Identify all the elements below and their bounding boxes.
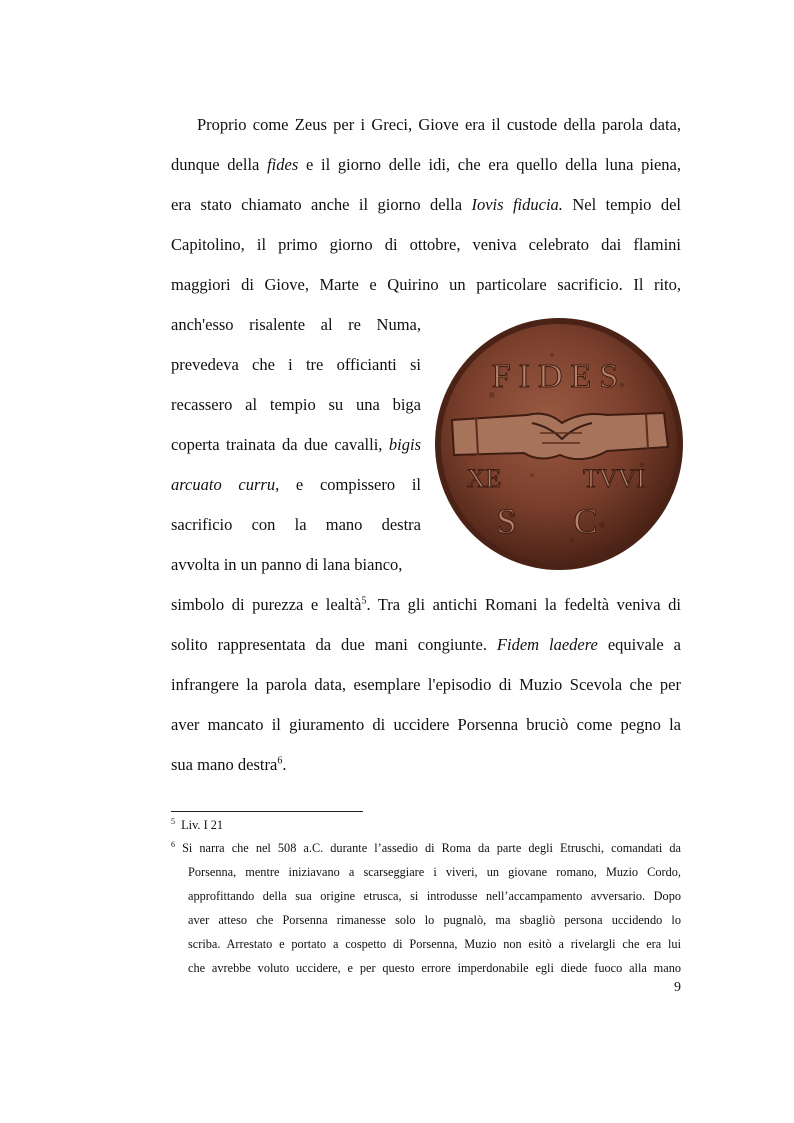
- footnote-text: aver atteso che Porsenna rimanesse solo lo pugnalò, ma sbagliò persona uccidendo lo: [188, 913, 681, 927]
- italic-term-fidem-laedere: Fidem laedere: [496, 635, 598, 654]
- footnote-separator: [171, 811, 363, 812]
- coin-legend-top: FIDES: [491, 358, 627, 395]
- paragraph-line-5: [171, 275, 681, 295]
- text-run: era stato chiamato anche il giorno della: [171, 195, 472, 214]
- footnote-number: 5: [171, 816, 175, 826]
- paragraph-line-1: [197, 115, 681, 135]
- footnote-6-line-2: [188, 864, 681, 880]
- paragraph-line-8: [171, 395, 421, 415]
- text-run: coperta trainata da due cavalli,: [171, 435, 389, 454]
- footnote-number: 6: [171, 839, 175, 849]
- text-run: maggiori di Giove, Marte e Quirino un particolare sacrificio. Il rito,: [171, 275, 681, 294]
- footnote-ref-5[interactable]: 5: [361, 595, 367, 607]
- paragraph-line-7: [171, 355, 421, 375]
- text-run: avvolta in un panno di lana bianco,: [171, 555, 403, 574]
- italic-term-iovis-fiducia: Iovis fiducia.: [471, 195, 563, 214]
- roman-coin-image: [432, 315, 686, 573]
- text-run: sua mano destra: [171, 755, 278, 774]
- text-run: . Tra gli antichi Romani la fedeltà veniva di: [366, 595, 681, 614]
- footnote-6-line-5: [188, 936, 681, 952]
- text-run: e il giorno delle idi, che era quello della luna piena,: [298, 155, 682, 174]
- italic-term-fides: fides: [267, 155, 299, 174]
- paragraph-line-4: [171, 235, 681, 255]
- text-run: simbolo di purezza e lealtà: [171, 595, 362, 614]
- paragraph-line-13: [171, 595, 681, 615]
- italic-term-bigis: bigis: [388, 435, 421, 454]
- footnote-ref-6[interactable]: 6: [277, 755, 283, 767]
- footnote-6-line-1: [171, 840, 681, 856]
- text-run: .: [282, 755, 287, 774]
- paragraph-line-10: [171, 475, 421, 495]
- page-number: 9: [674, 980, 681, 995]
- footnote-text: approfittando della sua origine etrusca, si introdusse nell’accampamento avversario. Dopo: [188, 889, 681, 903]
- footnote-text: scriba. Arrestato e portato a cospetto di Porsenna, Muzio non esitò a rivelargli che era lui: [188, 937, 681, 951]
- coin-legend-left: XE: [466, 464, 502, 493]
- paragraph-line-14: [171, 635, 681, 655]
- text-run: Proprio come Zeus per i Greci, Giove era il custode della parola data,: [197, 115, 681, 134]
- text-run: dunque della: [171, 155, 268, 174]
- text-run: sacrificio con la mano destra: [171, 515, 421, 534]
- footnote-text: che avrebbe voluto uccidere, e per questo errore imperdonabile egli diede fuoco alla mano: [188, 961, 681, 975]
- text-run: , e compissero il: [275, 475, 421, 494]
- footnote-text: Si narra che nel 508 a.C. durante l’assedio di Roma da parte degli Etruschi, comandati da: [182, 841, 681, 855]
- paragraph-line-3: [171, 195, 681, 215]
- paragraph-line-12: [171, 555, 421, 575]
- footnote-5: [171, 817, 681, 833]
- text-run: anch'esso risalente al re Numa,: [171, 315, 421, 334]
- paragraph-line-11: [171, 515, 421, 535]
- text-run: Nel tempio del: [562, 195, 681, 214]
- text-run: solito rappresentata da due mani congiunte.: [171, 635, 497, 654]
- paragraph-line-16: [171, 715, 681, 735]
- text-run: infrangere la parola data, esemplare l'episodio di Muzio Scevola che per: [171, 675, 681, 694]
- footnote-text: Porsenna, mentre iniziavano a scarseggiare i viveri, un giovane romano, Muzio Cordo,: [188, 865, 681, 879]
- footnote-text: Liv. I 21: [181, 818, 224, 832]
- paragraph-line-15: [171, 675, 681, 695]
- text-run: prevedeva che i tre officianti si: [171, 355, 421, 374]
- footnote-6-line-4: [188, 912, 681, 928]
- text-run: equivale a: [597, 635, 681, 654]
- footnote-6-line-3: [188, 888, 681, 904]
- paragraph-line-2: [171, 155, 681, 175]
- coin-mark-sc: S C: [496, 501, 622, 541]
- text-run: Capitolino, il primo giorno di ottobre, veniva celebrato dai flamini: [171, 235, 681, 254]
- text-run: recassero al tempio su una biga: [171, 395, 421, 414]
- footnote-6-line-6: [188, 960, 681, 976]
- text-run: aver mancato il giuramento di uccidere Porsenna bruciò come pegno la: [171, 715, 681, 734]
- paragraph-line-9: [171, 435, 421, 455]
- paragraph-line-6: [171, 315, 421, 335]
- paragraph-line-17: [171, 755, 681, 775]
- italic-term-arcuato-curru: arcuato curru: [171, 475, 276, 494]
- coin-legend-right: TVVI: [582, 464, 646, 493]
- coin-svg: [432, 315, 686, 573]
